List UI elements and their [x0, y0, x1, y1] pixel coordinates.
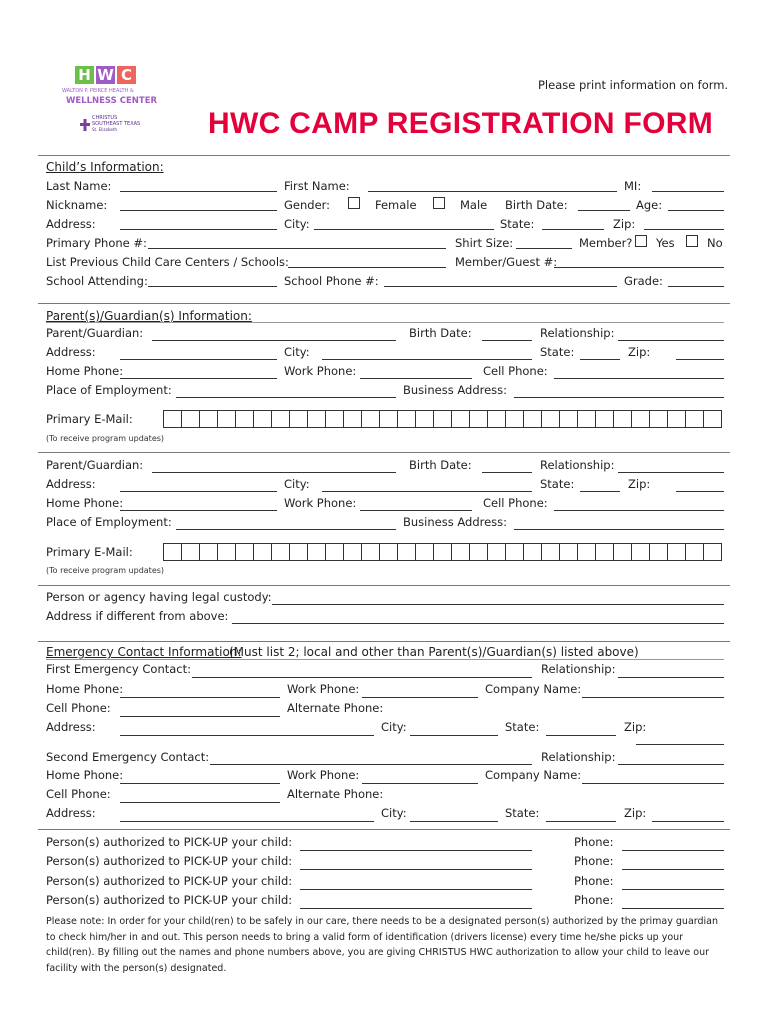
female-checkbox[interactable]: [348, 197, 360, 209]
guardian-work-phone-field[interactable]: [360, 378, 472, 379]
guardian-business-address-field[interactable]: [514, 529, 724, 530]
zip-label: Zip:: [613, 217, 636, 231]
email-char-cell[interactable]: [434, 410, 452, 428]
partner-line-2: SOUTHEAST TEXAS: [92, 121, 141, 127]
guardian-email-label: Primary E-Mail:: [46, 545, 133, 559]
email-char-cell[interactable]: [326, 410, 344, 428]
emergency-company-label: Company Name:: [485, 682, 582, 696]
school-phone-field[interactable]: [384, 286, 617, 287]
mi-field[interactable]: [652, 191, 724, 192]
guardian-zip-label: Zip:: [628, 345, 651, 359]
email-char-cell[interactable]: [308, 410, 326, 428]
email-char-cell[interactable]: [632, 410, 650, 428]
emergency-alt-phone-label: Alternate Phone:: [287, 787, 384, 801]
emergency-company-field[interactable]: [582, 783, 724, 784]
email-char-cell[interactable]: [506, 543, 524, 561]
emergency-contact-field[interactable]: [192, 677, 532, 678]
shirt-size-field[interactable]: [516, 248, 572, 249]
address-different-field[interactable]: [232, 623, 724, 624]
emergency-work-phone-field[interactable]: [362, 783, 478, 784]
guardian-business-address-field[interactable]: [514, 397, 724, 398]
email-char-cell[interactable]: [686, 543, 704, 561]
guardian-state-field[interactable]: [580, 491, 620, 492]
email-char-cell[interactable]: [470, 410, 488, 428]
form-title: HWC CAMP REGISTRATION FORM: [208, 107, 713, 140]
emergency-cell-phone-label: Cell Phone:: [46, 787, 111, 801]
last-name-field[interactable]: [120, 191, 277, 192]
emergency-city-field[interactable]: [410, 735, 498, 736]
pickup-phone-field[interactable]: [622, 889, 724, 890]
state-field[interactable]: [542, 229, 604, 230]
guardian-city-label: City:: [284, 345, 310, 359]
emergency-contact-field[interactable]: [210, 764, 532, 765]
christus-cross-icon: [80, 116, 90, 128]
email-char-cell[interactable]: [488, 543, 506, 561]
guardian-home-phone-label: Home Phone:: [46, 364, 124, 378]
guardian-relationship-field[interactable]: [618, 340, 724, 341]
emergency-zip-label: Zip:: [624, 720, 647, 734]
custody-label: Person or agency having legal custody:: [46, 590, 272, 604]
emergency-contact-label: Second Emergency Contact:: [46, 750, 210, 764]
guardian-address-label: Address:: [46, 477, 96, 491]
guardian-birth-date-field[interactable]: [482, 472, 532, 473]
guardian-employment-field[interactable]: [176, 397, 396, 398]
guardian-address-field[interactable]: [120, 359, 277, 360]
logo-letter-c: C: [117, 66, 136, 84]
member-label: Member?: [579, 236, 633, 250]
guardian-zip-field[interactable]: [676, 491, 724, 492]
guardian-employment-field[interactable]: [176, 529, 396, 530]
guardian-email-note: (To receive program updates): [46, 434, 165, 443]
guardian-business-address-label: Business Address:: [403, 515, 508, 529]
guardian-birth-date-label: Birth Date:: [409, 326, 472, 340]
email-char-cell[interactable]: [542, 543, 560, 561]
pickup-label: Person(s) authorized to PICK-UP your child:: [46, 874, 293, 888]
emergency-company-label: Company Name:: [485, 768, 582, 782]
pickup-label: Person(s) authorized to PICK-UP your child:: [46, 854, 293, 868]
email-char-cell[interactable]: [578, 410, 596, 428]
prev-centers-label: List Previous Child Care Centers / Schools:: [46, 255, 289, 269]
email-char-cell[interactable]: [290, 410, 308, 428]
logo-letter-h: H: [75, 66, 94, 84]
guardian-email-grid[interactable]: [163, 410, 722, 428]
guardian-state-field[interactable]: [580, 359, 620, 360]
email-char-cell[interactable]: [164, 410, 182, 428]
emergency-home-phone-label: Home Phone:: [46, 768, 124, 782]
email-char-cell[interactable]: [398, 543, 416, 561]
emergency-city-label: City:: [381, 806, 407, 820]
email-char-cell[interactable]: [524, 543, 542, 561]
pickup-label: Person(s) authorized to PICK-UP your child:: [46, 835, 293, 849]
guardian-cell-phone-label: Cell Phone:: [483, 364, 548, 378]
email-char-cell[interactable]: [596, 410, 614, 428]
guardian-work-phone-label: Work Phone:: [284, 496, 357, 510]
member-yes-label: Yes: [656, 236, 675, 250]
email-char-cell[interactable]: [614, 543, 632, 561]
pickup-label: Person(s) authorized to PICK-UP your child:: [46, 893, 293, 907]
birth-date-label: Birth Date:: [505, 198, 568, 212]
grade-field[interactable]: [668, 286, 724, 287]
guardian-field[interactable]: [152, 472, 396, 473]
email-char-cell[interactable]: [272, 410, 290, 428]
guardian-work-phone-field[interactable]: [360, 510, 472, 511]
heading-rule: [46, 322, 724, 323]
child-info-heading: Child’s Information:: [46, 160, 164, 174]
email-char-cell[interactable]: [200, 410, 218, 428]
guardian-field[interactable]: [152, 340, 396, 341]
email-char-cell[interactable]: [506, 410, 524, 428]
email-char-cell[interactable]: [668, 410, 686, 428]
guardian-home-phone-label: Home Phone:: [46, 496, 124, 510]
email-char-cell[interactable]: [452, 410, 470, 428]
last-name-label: Last Name:: [46, 179, 112, 193]
member-no-checkbox[interactable]: [686, 235, 698, 247]
pickup-name-field[interactable]: [300, 869, 532, 870]
mi-label: MI:: [624, 179, 642, 193]
email-char-cell[interactable]: [254, 543, 272, 561]
address-label: Address:: [46, 217, 96, 231]
email-char-cell[interactable]: [542, 410, 560, 428]
emergency-work-phone-field[interactable]: [362, 697, 478, 698]
emergency-address-field[interactable]: [120, 735, 374, 736]
emergency-heading: Emergency Contact Information:: [46, 645, 242, 659]
emergency-alt-phone-label: Alternate Phone:: [287, 701, 384, 715]
guardian-email-note: (To receive program updates): [46, 566, 165, 575]
male-label: Male: [460, 198, 488, 212]
emergency-state-field[interactable]: [546, 735, 616, 736]
email-char-cell[interactable]: [578, 543, 596, 561]
print-note: Please print information on form.: [538, 78, 729, 92]
parent-info-heading: Parent(s)/Guardian(s) Information:: [46, 309, 252, 323]
separator: [38, 452, 730, 453]
email-char-cell[interactable]: [596, 543, 614, 561]
pickup-phone-field[interactable]: [622, 869, 724, 870]
emergency-address-field[interactable]: [120, 821, 374, 822]
email-char-cell[interactable]: [182, 410, 200, 428]
emergency-home-phone-label: Home Phone:: [46, 682, 124, 696]
guardian-birth-date-label: Birth Date:: [409, 458, 472, 472]
email-char-cell[interactable]: [362, 543, 380, 561]
guardian-address-label: Address:: [46, 345, 96, 359]
email-char-cell[interactable]: [236, 543, 254, 561]
age-label: Age:: [636, 198, 663, 212]
email-char-cell[interactable]: [434, 543, 452, 561]
guardian-zip-label: Zip:: [628, 477, 651, 491]
email-char-cell[interactable]: [650, 410, 668, 428]
school-phone-label: School Phone #:: [284, 274, 379, 288]
guardian-relationship-field[interactable]: [618, 472, 724, 473]
email-char-cell[interactable]: [668, 543, 686, 561]
custody-field[interactable]: [272, 604, 724, 605]
guardian-relationship-label: Relationship:: [540, 458, 615, 472]
emergency-zip-field[interactable]: [652, 821, 724, 822]
email-char-cell[interactable]: [686, 410, 704, 428]
school-attending-label: School Attending:: [46, 274, 148, 288]
birth-date-field[interactable]: [578, 210, 630, 211]
guardian-state-label: State:: [540, 477, 575, 491]
guardian-email-label: Primary E-Mail:: [46, 412, 133, 426]
emergency-heading-note: (Must list 2; local and other than Parent(s)/Guardian(s) listed above): [229, 645, 639, 659]
separator: [38, 155, 730, 156]
emergency-cell-phone-field[interactable]: [120, 802, 280, 803]
emergency-home-phone-field[interactable]: [120, 697, 280, 698]
email-char-cell[interactable]: [452, 543, 470, 561]
emergency-relationship-field[interactable]: [618, 764, 724, 765]
separator: [38, 641, 730, 642]
gender-label: Gender:: [284, 198, 331, 212]
emergency-work-phone-label: Work Phone:: [287, 768, 360, 782]
pickup-name-field[interactable]: [300, 908, 532, 909]
city-field[interactable]: [314, 229, 494, 230]
email-char-cell[interactable]: [200, 543, 218, 561]
logo-wellness-center: WELLNESS CENTER: [66, 96, 158, 106]
emergency-company-field[interactable]: [582, 697, 724, 698]
state-label: State:: [500, 217, 535, 231]
emergency-cell-phone-label: Cell Phone:: [46, 701, 111, 715]
email-char-cell[interactable]: [380, 410, 398, 428]
email-char-cell[interactable]: [362, 410, 380, 428]
zip-field[interactable]: [644, 229, 724, 230]
guardian-city-field[interactable]: [322, 359, 532, 360]
first-name-field[interactable]: [368, 191, 617, 192]
separator: [38, 303, 730, 304]
logo-letter-w: W: [97, 66, 114, 84]
separator: [38, 585, 730, 586]
separator: [38, 829, 730, 830]
pickup-phone-label: Phone:: [574, 854, 614, 868]
female-label: Female: [375, 198, 417, 212]
email-char-cell[interactable]: [326, 543, 344, 561]
email-char-cell[interactable]: [704, 543, 722, 561]
male-checkbox[interactable]: [433, 197, 445, 209]
pickup-name-field[interactable]: [300, 850, 532, 851]
shirt-size-label: Shirt Size:: [455, 236, 514, 250]
email-char-cell[interactable]: [254, 410, 272, 428]
email-char-cell[interactable]: [236, 410, 254, 428]
guardian-work-phone-label: Work Phone:: [284, 364, 357, 378]
emergency-zip-field[interactable]: [636, 744, 724, 745]
guardian-cell-phone-field[interactable]: [554, 510, 724, 511]
age-field[interactable]: [668, 210, 724, 211]
email-char-cell[interactable]: [218, 410, 236, 428]
email-char-cell[interactable]: [650, 543, 668, 561]
pickup-note: Please note: In order for your child(ren) to be safely in our care, there needs to be a designated person(s) authorized by the primay guardian to check him/her in and out. This person needs to bring a valid form of identification (drivers license) every time he/she picks up your child(ren). By filling out the names and phone numbers above, you are giving CHRISTUS HWC authorization to allow your child to leave our facility with the person(s) designated.: [46, 916, 719, 974]
grade-label: Grade:: [624, 274, 663, 288]
guardian-city-label: City:: [284, 477, 310, 491]
guardian-employment-label: Place of Employment:: [46, 515, 172, 529]
nickname-field[interactable]: [120, 210, 277, 211]
emergency-relationship-label: Relationship:: [541, 750, 616, 764]
city-label: City:: [284, 217, 310, 231]
email-char-cell[interactable]: [704, 410, 722, 428]
pickup-phone-label: Phone:: [574, 874, 614, 888]
prev-centers-field[interactable]: [288, 267, 446, 268]
pickup-name-field[interactable]: [300, 889, 532, 890]
guardian-state-label: State:: [540, 345, 575, 359]
emergency-address-label: Address:: [46, 806, 96, 820]
address-different-label: Address if different from above:: [46, 609, 229, 623]
guardian-cell-phone-label: Cell Phone:: [483, 496, 548, 510]
emergency-cell-phone-field[interactable]: [120, 716, 280, 717]
email-char-cell[interactable]: [398, 410, 416, 428]
primary-phone-field[interactable]: [148, 248, 446, 249]
guardian-home-phone-field[interactable]: [120, 510, 277, 511]
email-char-cell[interactable]: [614, 410, 632, 428]
emergency-address-label: Address:: [46, 720, 96, 734]
guardian-cell-phone-field[interactable]: [554, 378, 724, 379]
email-char-cell[interactable]: [380, 543, 398, 561]
emergency-home-phone-field[interactable]: [120, 783, 280, 784]
email-char-cell[interactable]: [488, 410, 506, 428]
guardian-birth-date-field[interactable]: [482, 340, 532, 341]
email-char-cell[interactable]: [308, 543, 326, 561]
emergency-state-field[interactable]: [546, 821, 616, 822]
pickup-phone-label: Phone:: [574, 893, 614, 907]
email-char-cell[interactable]: [416, 543, 434, 561]
emergency-city-field[interactable]: [410, 821, 498, 822]
school-attending-field[interactable]: [148, 286, 277, 287]
partner-line-3: St. Elizabeth: [92, 127, 118, 132]
partner-line-1: CHRISTUS: [92, 115, 118, 121]
guardian-employment-label: Place of Employment:: [46, 383, 172, 397]
emergency-zip-label: Zip:: [624, 806, 647, 820]
email-char-cell[interactable]: [164, 543, 182, 561]
guardian-email-grid[interactable]: [163, 543, 722, 561]
pickup-phone-label: Phone:: [574, 835, 614, 849]
logo-small-line: WALTON P. PEIRCE HEALTH &: [62, 88, 134, 94]
emergency-state-label: State:: [505, 806, 540, 820]
emergency-relationship-field[interactable]: [618, 677, 724, 678]
email-char-cell[interactable]: [470, 543, 488, 561]
email-char-cell[interactable]: [182, 543, 200, 561]
guardian-relationship-label: Relationship:: [540, 326, 615, 340]
guardian-home-phone-field[interactable]: [120, 378, 277, 379]
member-guest-field[interactable]: [554, 267, 724, 268]
email-char-cell[interactable]: [344, 543, 362, 561]
member-yes-checkbox[interactable]: [635, 235, 647, 247]
member-no-label: No: [707, 236, 723, 250]
email-char-cell[interactable]: [290, 543, 308, 561]
guardian-city-field[interactable]: [322, 491, 532, 492]
guardian-business-address-label: Business Address:: [403, 383, 508, 397]
email-char-cell[interactable]: [632, 543, 650, 561]
address-field[interactable]: [120, 229, 277, 230]
emergency-work-phone-label: Work Phone:: [287, 682, 360, 696]
emergency-contact-label: First Emergency Contact:: [46, 662, 191, 676]
emergency-relationship-label: Relationship:: [541, 662, 616, 676]
email-char-cell[interactable]: [344, 410, 362, 428]
member-guest-label: Member/Guest #:: [455, 255, 558, 269]
pickup-phone-field[interactable]: [622, 908, 724, 909]
email-char-cell[interactable]: [416, 410, 434, 428]
nickname-label: Nickname:: [46, 198, 108, 212]
primary-phone-label: Primary Phone #:: [46, 236, 147, 250]
emergency-city-label: City:: [381, 720, 407, 734]
guardian-address-field[interactable]: [120, 491, 277, 492]
pickup-phone-field[interactable]: [622, 850, 724, 851]
email-char-cell[interactable]: [560, 410, 578, 428]
guardian-label: Parent/Guardian:: [46, 326, 144, 340]
email-char-cell[interactable]: [560, 543, 578, 561]
heading-rule: [46, 659, 724, 660]
email-char-cell[interactable]: [218, 543, 236, 561]
first-name-label: First Name:: [284, 179, 350, 193]
email-char-cell[interactable]: [272, 543, 290, 561]
guardian-label: Parent/Guardian:: [46, 458, 144, 472]
emergency-state-label: State:: [505, 720, 540, 734]
guardian-zip-field[interactable]: [676, 359, 724, 360]
email-char-cell[interactable]: [524, 410, 542, 428]
